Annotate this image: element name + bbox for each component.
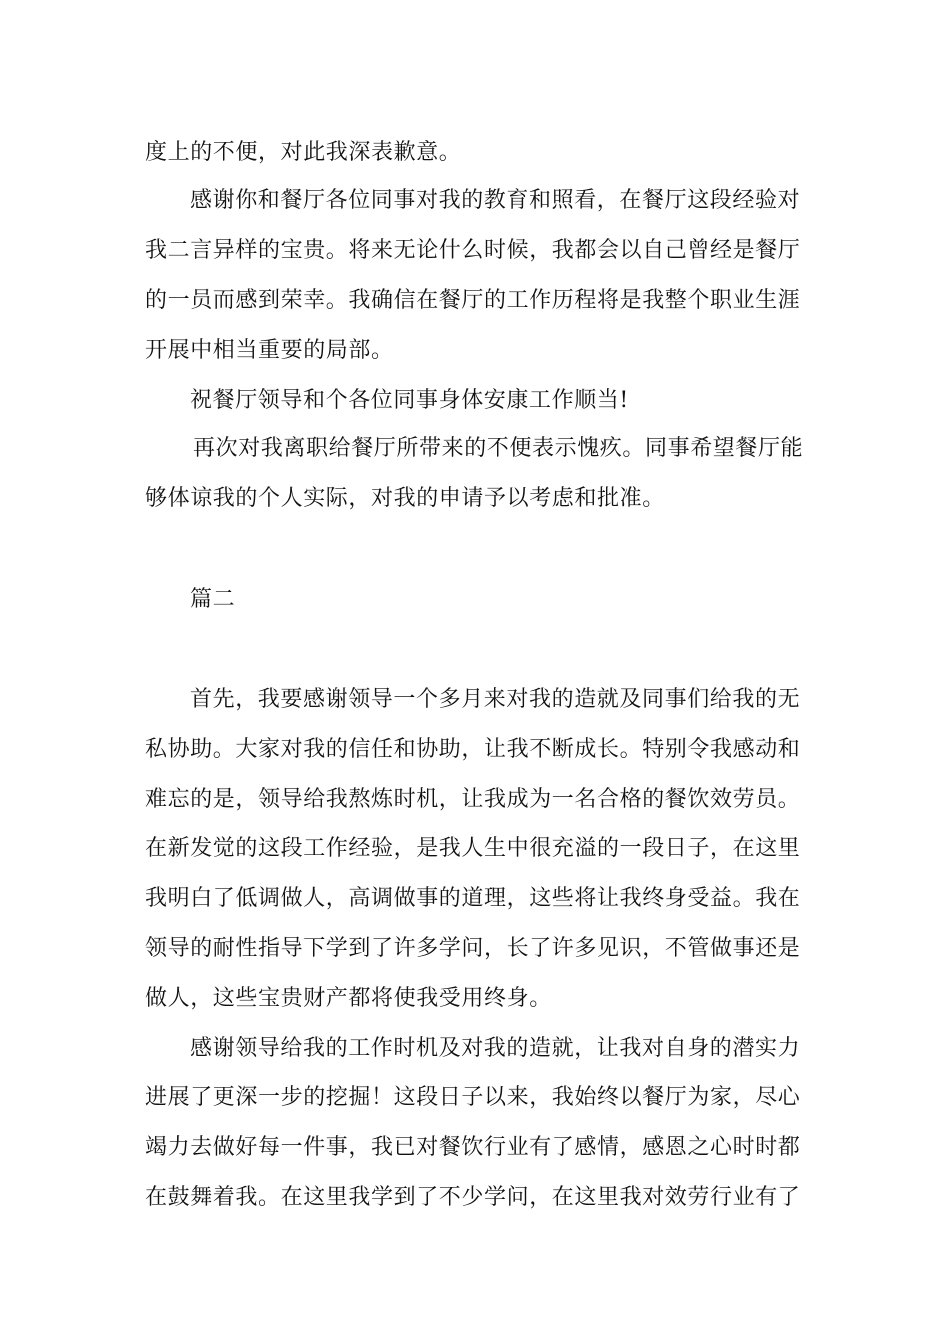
- paragraph-line: 的一员而感到荣幸。我确信在餐厅的工作历程将是我整个职业生涯: [145, 288, 801, 313]
- paragraph-line: 领导的耐性指导下学到了许多学问，长了许多见识，不管做事还是: [145, 936, 801, 961]
- paragraph-line: 做人，这些宝贵财产都将使我受用终身。: [145, 986, 552, 1011]
- paragraph-line: 在新发觉的这段工作经验，是我人生中很充溢的一段日子，在这里: [145, 836, 801, 861]
- paragraph-line: 竭力去做好每一件事，我已对餐饮行业有了感情，感恩之心时时都: [145, 1135, 801, 1160]
- paragraph-line: 感谢你和餐厅各位同事对我的教育和照看，在餐厅这段经验对: [190, 188, 801, 213]
- paragraph-line: 在鼓舞着我。在这里我学到了不少学问，在这里我对效劳行业有了: [145, 1185, 801, 1210]
- paragraph-line: 感谢领导给我的工作时机及对我的造就，让我对自身的潜实力: [190, 1036, 801, 1061]
- paragraph-line: 进展了更深一步的挖掘！这段日子以来，我始终以餐厅为家，尽心: [145, 1085, 801, 1110]
- paragraph-line: 我二言异样的宝贵。将来无论什么时候，我都会以自己曾经是餐厅: [145, 238, 801, 263]
- paragraph-line: 够体谅我的个人实际，对我的申请予以考虑和批准。: [145, 486, 665, 511]
- section-heading: 篇二: [190, 587, 236, 612]
- paragraph-line: 祝餐厅领导和个各位同事身体安康工作顺当!: [190, 388, 629, 413]
- paragraph-line: 难忘的是，领导给我熬炼时机，让我成为一名合格的餐饮效劳员。: [145, 787, 801, 812]
- paragraph-line: 我明白了低调做人，高调做事的道理，这些将让我终身受益。我在: [145, 886, 801, 911]
- paragraph-line: 首先，我要感谢领导一个多月来对我的造就及同事们给我的无: [190, 687, 801, 712]
- paragraph-line: 度上的不便，对此我深表歉意。: [145, 140, 462, 165]
- paragraph-line: 私协助。大家对我的信任和协助，让我不断成长。特别令我感动和: [145, 737, 801, 762]
- paragraph-line: 开展中相当重要的局部。: [145, 338, 394, 363]
- paragraph-line: 再次对我离职给餐厅所带来的不便表示愧疚。同事希望餐厅能: [193, 436, 804, 461]
